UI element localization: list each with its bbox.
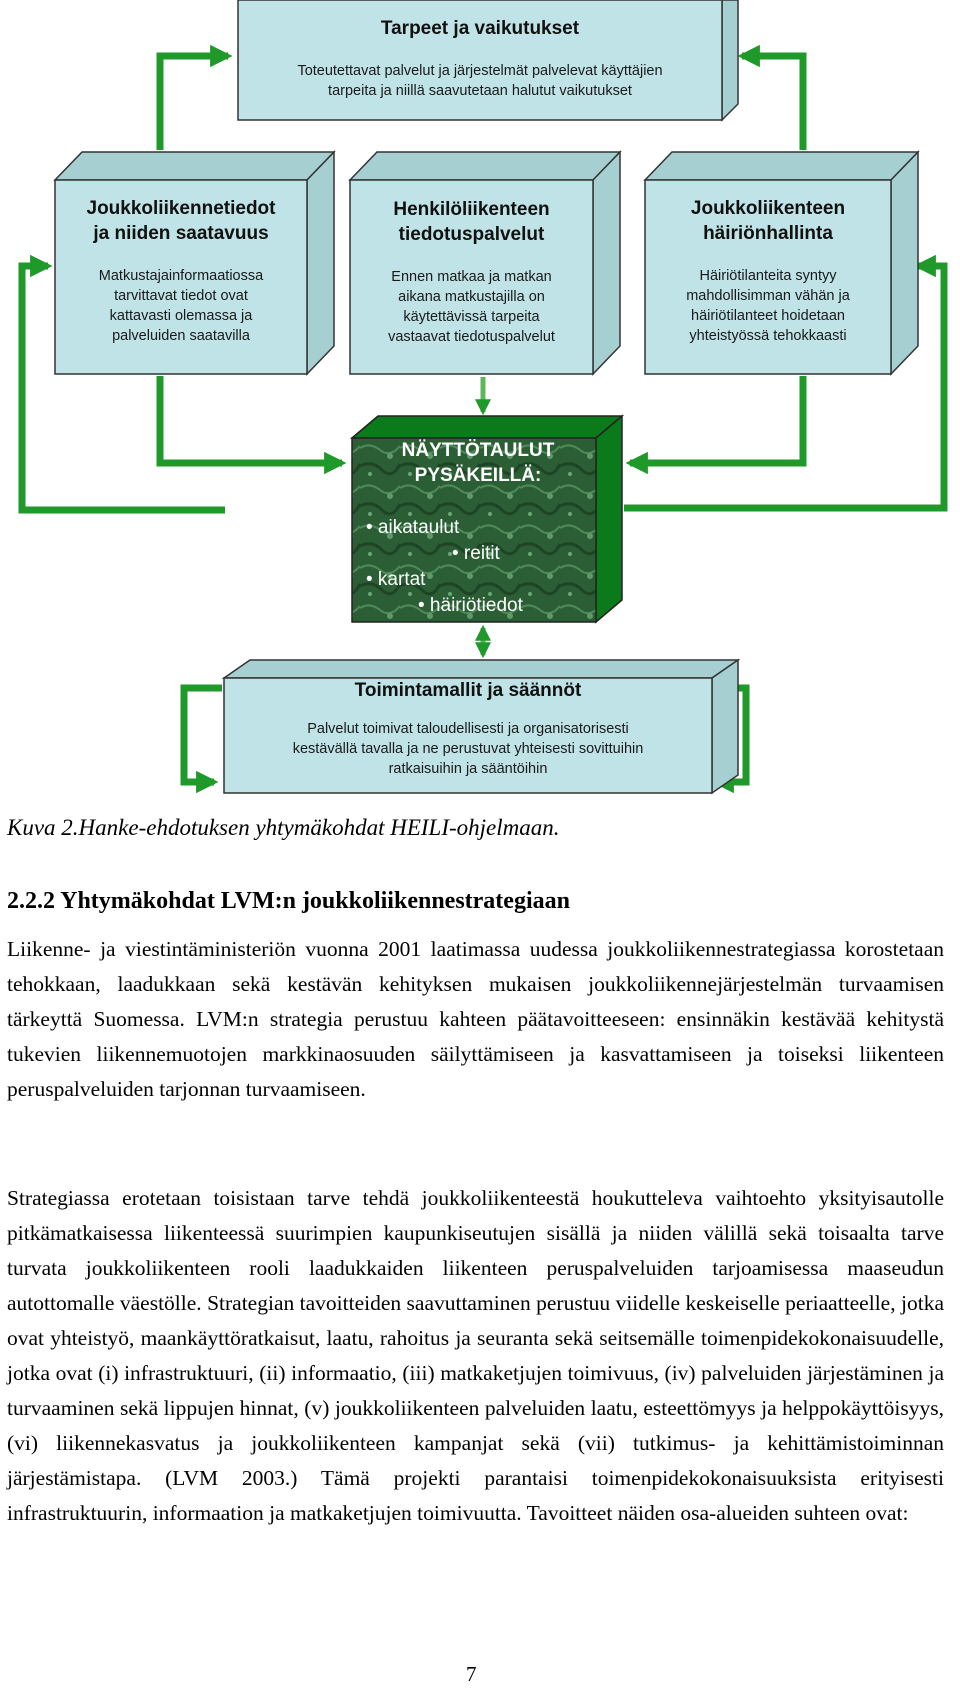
- right-box-line-4: yhteistyössä tehokkaasti: [689, 328, 847, 344]
- left-box-title-1: Joukkoliikennetiedot: [86, 198, 276, 219]
- middle-box-line-4: vastaavat tiedotuspalvelut: [388, 329, 555, 345]
- paragraph-2: Strategiassa erotetaan toisistaan tarve tehdä joukkoliikenteestä houkutteleva vaihtoehto yksityisautolle pitkämatkaisessa liikenteessä suurimpien kaupunkiseutujen sisällä ja niiden välillä sekä toisaalta tarve turvata joukkoliikenteen rooli laadukkaiden liikenteen peruspalveluiden tarjoamisessa maaseudun autottomalle väestölle. Strategian tavoitteiden saavuttaminen perustuu viidelle keskeiselle periaatteelle, jotka ovat yhteistyö, maankäyttöratkaisut, laatu, rahoitus ja seuranta sekä seitsemälle toimenpidekokonaisuudelle, jotka ovat (i) infrastruktuuri, (ii) informaatio, (iii) matkaketjujen toimivuus, (iv) palveluiden järjestäminen ja turvaaminen sekä lippujen hinnat, (v) joukkoliikenteen palveluiden laatu, esteettömyys ja helppokäyttöisyys, (vi) liikennekasvatus ja joukkoliikenteen kampanjat sekä (vii) tutkimus- ja kehittämistoiminnan järjestämistapa. (LVM 2003.) Tämä projekti parantaisi toimenpidekokonaisuuksista erityisesti infrastruktuurin, informaation ja matkaketjujen toimivuutta. Tavoitteet näiden osa-alueiden suhteen ovat:: [7, 1186, 944, 1525]
- center-item-aikataulut: • aikataulut: [366, 517, 460, 538]
- right-box-title-2: häiriönhallinta: [703, 223, 833, 244]
- bottom-box-line-1: Palvelut toimivat taloudellisesti ja organisatorisesti: [307, 721, 629, 737]
- middle-box-line-1: Ennen matkaa ja matkan: [391, 269, 552, 285]
- right-box-title-1: Joukkoliikenteen: [690, 198, 846, 219]
- arrow-right-to-top: [742, 56, 803, 150]
- middle-box-title-2: tiedotuspalvelut: [398, 224, 545, 245]
- center-box-title-2: PYSÄKEILLÄ:: [414, 465, 542, 486]
- left-box-line-3: kattavasti olemassa ja: [109, 308, 253, 324]
- right-box-line-3: häiriötilanteet hoidetaan: [691, 308, 845, 324]
- right-box-text: [645, 196, 891, 346]
- top-box-text: [238, 16, 722, 101]
- top-box-title: Tarpeet ja vaikutukset: [380, 18, 580, 39]
- section-heading: 2.2.2 Yhtymäkohdat LVM:n joukkoliikennestrategiaan: [7, 888, 570, 914]
- bottom-box-line-2: kestävällä tavalla ja ne perustuvat yhteisesti sovittuihin: [292, 741, 644, 757]
- left-box-title-2: ja niiden saatavuus: [93, 223, 269, 244]
- top-box-line-2: tarpeita ja niillä saavutetaan halutut vaikutukset: [328, 83, 632, 99]
- middle-box-line-3: käytettävissä tarpeita: [403, 309, 540, 325]
- paragraph-1: Liikenne- ja viestintäministeriön vuonna 2001 laatimassa uudessa joukkoliikennestrategiassa korostetaan tehokkaan, laadukkaan sekä kestävän kehityksen mukaisen joukkoliikennejärjestelmän turvaamisen tärkeyttä Suomessa. LVM:n strategia perustuu kahteen päätavoitteeseen: ensinnäkin kestävää kehitystä tukevien liikennemuotojen markkinaosuuden säilyttämiseen ja kasvattamiseen ja toiseksi liikenteen peruspalveluiden tarjonnan turvaamiseen.: [7, 937, 944, 1101]
- center-box-title: [352, 438, 604, 488]
- center-item-hairiotiedot: • häiriötiedot: [418, 595, 523, 616]
- page-number: 7: [466, 1662, 477, 1686]
- left-box-line-4: palveluiden saatavilla: [112, 328, 250, 344]
- arrow-right-to-center: [630, 376, 803, 463]
- bottom-box-text: [224, 678, 712, 779]
- arrow-left-to-center: [160, 376, 342, 463]
- heili-diagram: [0, 0, 960, 805]
- top-box-line-1: Toteutettavat palvelut ja järjestelmät palvelevat käyttäjien: [297, 63, 663, 79]
- arrow-bottom-left: [184, 688, 222, 782]
- right-box-line-2: mahdollisimman vähän ja: [686, 288, 850, 304]
- middle-box-title-1: Henkilöliikenteen: [393, 199, 550, 220]
- middle-box-line-2: aikana matkustajilla on: [398, 289, 545, 305]
- center-box-title-1: NÄYTTÖTAULUT: [401, 440, 555, 461]
- left-box-line-1: Matkustajainformaatiossa: [98, 268, 264, 284]
- middle-box-text: [350, 197, 593, 347]
- arrow-left-to-top: [160, 56, 228, 150]
- bottom-box-line-3: ratkaisuihin ja sääntöihin: [388, 761, 548, 777]
- figure-caption: Kuva 2.Hanke-ehdotuksen yhtymäkohdat HEILI-ohjelmaan.: [7, 815, 560, 840]
- center-item-kartat: • kartat: [366, 569, 426, 590]
- left-box-line-2: tarvittavat tiedot ovat: [114, 288, 248, 304]
- left-box-text: [55, 196, 307, 346]
- center-item-reitit: • reitit: [452, 543, 500, 564]
- bottom-box-title: Toimintamallit ja säännöt: [354, 680, 582, 701]
- right-box-line-1: Häiriötilanteita syntyy: [699, 268, 837, 284]
